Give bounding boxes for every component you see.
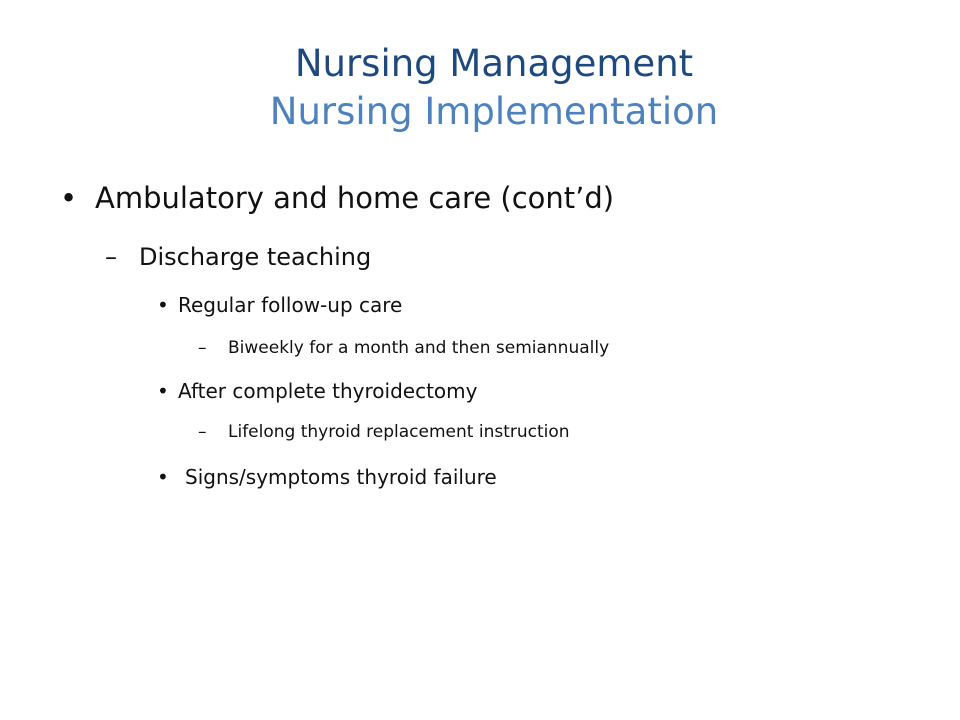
detail-biweekly (198, 337, 610, 359)
bullet-text: Regular follow-up care (178, 293, 403, 317)
dash-icon: – (198, 422, 207, 442)
title-block (0, 40, 960, 136)
bullet-icon: • (157, 379, 169, 403)
bullet-after-thyroidectomy (157, 378, 478, 404)
bullet-icon: • (60, 181, 78, 215)
bullet-icon: • (157, 465, 169, 489)
slide-subtitle: Nursing Implementation (269, 90, 719, 133)
bullet-text: After complete thyroidectomy (178, 379, 478, 403)
detail-text: Biweekly for a month and then semiannually (228, 338, 610, 358)
detail-lifelong-replacement (198, 421, 570, 443)
bullet-text: Ambulatory and home care (cont’d) (95, 181, 615, 215)
slide-title: Nursing Management (294, 42, 694, 85)
subitem-discharge-teaching (105, 242, 372, 272)
dash-icon: – (105, 243, 117, 271)
bullet-thyroid-failure (157, 464, 497, 490)
bullet-icon: • (157, 293, 169, 317)
bullet-regular-follow-up (157, 292, 403, 318)
bullet-text: Signs/symptoms thyroid failure (185, 465, 497, 489)
bullet-ambulatory-home-care (60, 180, 615, 216)
dash-icon: – (198, 338, 207, 358)
detail-text: Lifelong thyroid replacement instruction (228, 422, 570, 442)
subitem-text: Discharge teaching (139, 243, 372, 271)
